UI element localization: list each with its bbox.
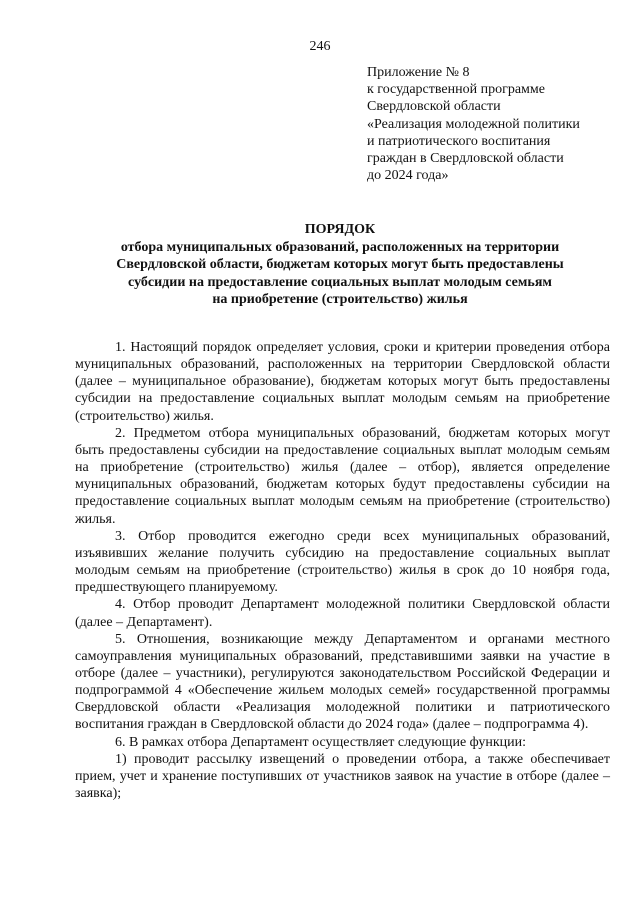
paragraph: 3. Отбор проводится ежегодно среди всех муниципальных образований, изъявивших желание получить субсидию на предоставление социальных выплат молодым семьям на приобретение (строительство) жилья в срок до 10 ноября года, предшествующего планируемому. xyxy=(75,528,610,596)
document-title xyxy=(40,221,640,309)
paragraph: 2. Предметом отбора муниципальных образований, бюджетам которых могут быть предоставлены субсидии на предоставление социальных выплат молодым семьям на приобретение (строительство) жилья (далее – отбор), является определение муниципальных образований, бюджетам которых будут предоставлены субсидии на предоставление социальных выплат молодым семьям на приобретение (строительство) жилья. xyxy=(75,425,610,527)
title-line: субсидии на предоставление социальных выплат молодым семьям xyxy=(128,274,552,290)
title-line: на приобретение (строительство) жилья xyxy=(212,292,468,307)
title-heading: ПОРЯДОК xyxy=(304,222,376,237)
paragraph: 6. В рамках отбора Департамент осуществляет следующие функции: xyxy=(115,734,527,750)
appendix-line: до 2024 года» xyxy=(367,168,449,184)
document-body xyxy=(75,339,610,802)
title-line: отбора муниципальных образований, расположенных на территории xyxy=(120,239,560,255)
appendix-block xyxy=(367,64,627,184)
paragraph: 1) проводит рассылку извещений о проведении отбора, а также обеспечивает прием, учет и хранение поступивших от участников заявок на участие в отборе (далее – заявка); xyxy=(75,751,610,802)
appendix-line: граждан в Свердловской области xyxy=(367,151,564,167)
appendix-line: Приложение № 8 xyxy=(367,65,470,80)
appendix-line: к государственной программе xyxy=(367,82,545,98)
appendix-line: Свердловской области xyxy=(367,99,501,115)
title-line: Свердловской области, бюджетам которых могут быть предоставлены xyxy=(116,257,564,272)
appendix-line: и патриотического воспитания xyxy=(367,133,551,149)
paragraph: 4. Отбор проводит Департамент молодежной политики Свердловской области (далее – Департамент). xyxy=(75,597,610,630)
paragraph: 1. Настоящий порядок определяет условия, сроки и критерии проведения отбора муниципальных образований, расположенных на территории Свердловской области (далее – муниципальное образование), бюджетам которых могут быть предоставлены субсидии на предоставление социальных выплат молодым семьям на приобретение (строительство) жилья. xyxy=(75,340,610,424)
paragraph: 5. Отношения, возникающие между Департаментом и органами местного самоуправления муниципальных образований, представившими заявки на участие в отборе (далее – участники), регулируются законодательством Российской Федерации и подпрограммой 4 «Обеспечение жильем молодых семей» государственной программы Свердловской области «Реализация молодежной политики и патриотического воспитания граждан в Свердловской области до 2024 года» (далее – подпрограмма 4). xyxy=(75,631,610,733)
appendix-line: «Реализация молодежной политики xyxy=(367,116,580,132)
page-number: 246 xyxy=(309,39,331,54)
